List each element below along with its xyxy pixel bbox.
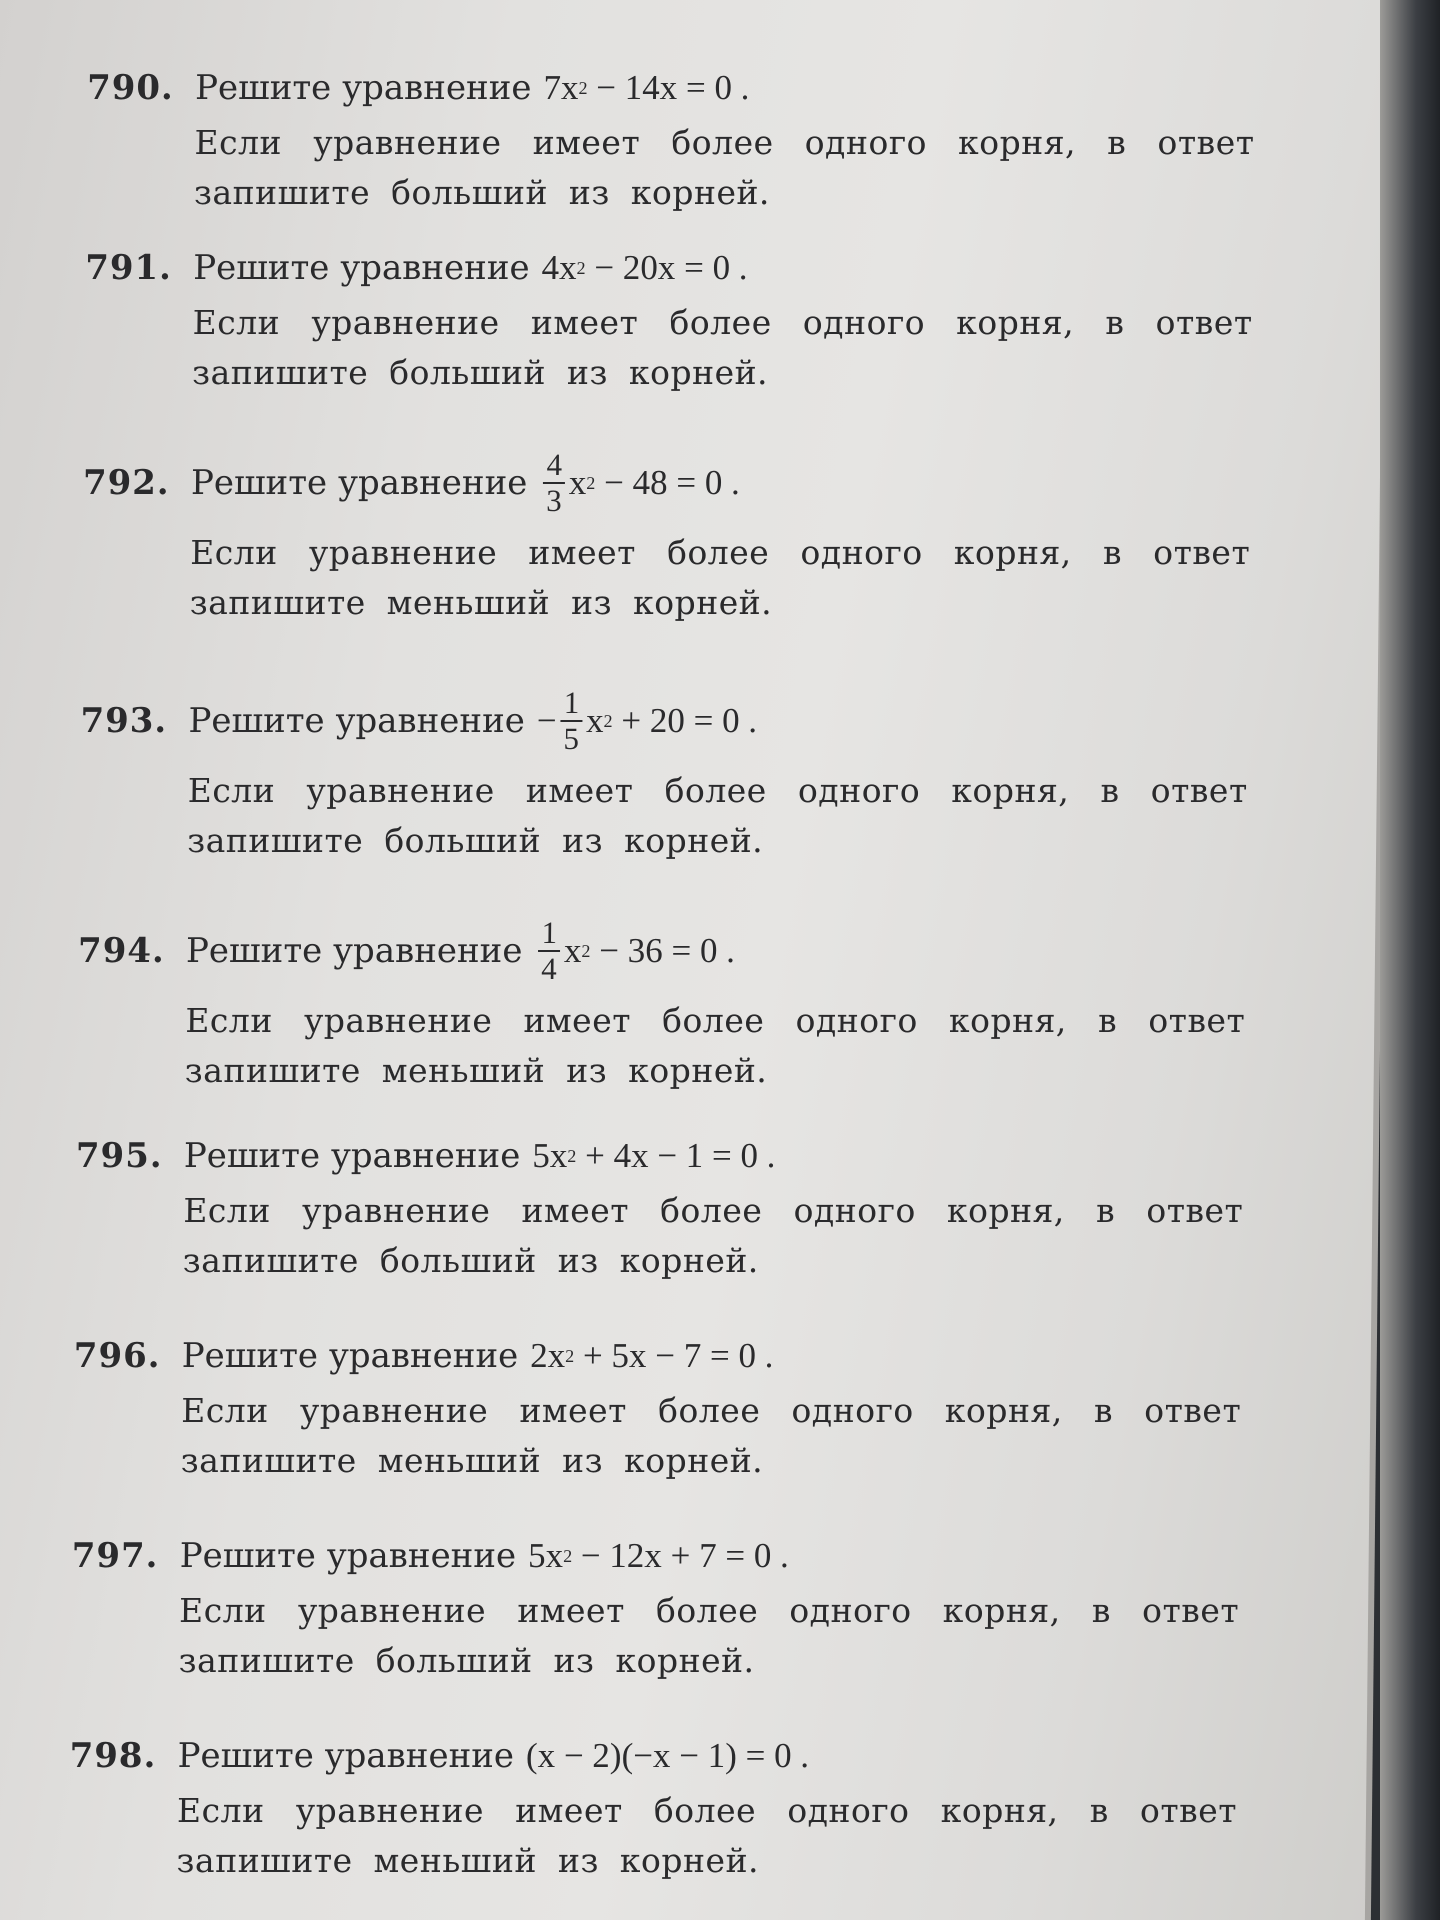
problem-number: 794. xyxy=(77,931,166,971)
problem-prompt: Решите уравнение xyxy=(177,1736,515,1776)
problem-prompt: Решите уравнение xyxy=(192,248,530,288)
problem-note: Если уравнение имеет более одного корня, в ответ запишите меньший из корней. xyxy=(184,1001,1246,1090)
equation: 2x 2 + 5x − 7 = 0 . xyxy=(530,1336,774,1375)
equation: 7x 2 − 14x = 0 . xyxy=(543,68,750,107)
problem-prompt: Решите уравнение xyxy=(183,1136,521,1176)
problem-number: 791. xyxy=(84,248,173,288)
problem-790 xyxy=(86,58,1268,238)
problem-prompt: Решите уравнение xyxy=(185,931,523,971)
equation: (x − 2)(−x − 1) = 0 . xyxy=(525,1736,810,1775)
problem-prompt: Решите уравнение xyxy=(181,1336,519,1376)
problem-791 xyxy=(83,238,1265,438)
problem-792 xyxy=(81,438,1263,676)
fraction: $\frac{1}{5}$ xyxy=(560,686,582,756)
equation: $\frac{1}{4}$ x 2 − 36 = 0 . xyxy=(534,916,735,986)
problem-prompt: Решите уравнение xyxy=(194,68,532,108)
problem-794 xyxy=(76,906,1258,1126)
equation: 4x 2 − 20x = 0 . xyxy=(541,248,748,287)
problem-number: 798. xyxy=(69,1736,157,1776)
problem-note: Если уравнение имеет более одного корня, в ответ запишите меньший из корней. xyxy=(189,533,1251,622)
fraction: $\frac{1}{4}$ xyxy=(538,916,560,986)
page-edge-shadow xyxy=(1380,0,1440,1920)
problem-793 xyxy=(79,676,1261,906)
problem-number: 795. xyxy=(75,1136,163,1176)
problem-797 xyxy=(70,1526,1252,1726)
equation: 5x 2 + 4x − 1 = 0 . xyxy=(532,1136,776,1175)
problem-number: 793. xyxy=(80,701,168,741)
problem-prompt: Решите уравнение xyxy=(179,1536,517,1576)
problem-list xyxy=(68,58,1267,1916)
problem-prompt: Решите уравнение xyxy=(188,701,526,741)
problem-number: 792. xyxy=(82,463,170,503)
problem-number: 796. xyxy=(73,1336,161,1376)
problem-795 xyxy=(74,1126,1256,1326)
equation: $\frac{4}{3}$ x 2 − 48 = 0 . xyxy=(539,448,740,518)
fraction: $\frac{4}{3}$ xyxy=(543,448,565,518)
problem-number: 797. xyxy=(71,1536,159,1576)
problem-note: Если уравнение имеет более одного корня, в ответ запишите меньший из корней. xyxy=(180,1391,1242,1480)
problem-798 xyxy=(68,1726,1250,1916)
problem-796 xyxy=(72,1326,1254,1526)
problem-prompt: Решите уравнение xyxy=(190,463,528,503)
problem-note: Если уравнение имеет более одного корня, в ответ запишите меньший из корней. xyxy=(176,1791,1238,1880)
equation: 5x 2 − 12x + 7 = 0 . xyxy=(527,1536,790,1575)
problem-note: Если уравнение имеет более одного корня, в ответ запишите больший из корней. xyxy=(182,1191,1244,1280)
equation: − $\frac{1}{5}$ x 2 + 20 = 0 . xyxy=(536,685,758,756)
problem-note: Если уравнение имеет более одного корня, в ответ запишите больший из корней. xyxy=(193,123,1255,212)
problem-note: Если уравнение имеет более одного корня, в ответ запишите больший из корней. xyxy=(186,771,1248,860)
problem-note: Если уравнение имеет более одного корня, в ответ запишите больший из корней. xyxy=(178,1591,1240,1680)
problem-note: Если уравнение имеет более одного корня, в ответ запишите больший из корней. xyxy=(191,303,1253,392)
problem-number: 790. xyxy=(86,68,175,108)
